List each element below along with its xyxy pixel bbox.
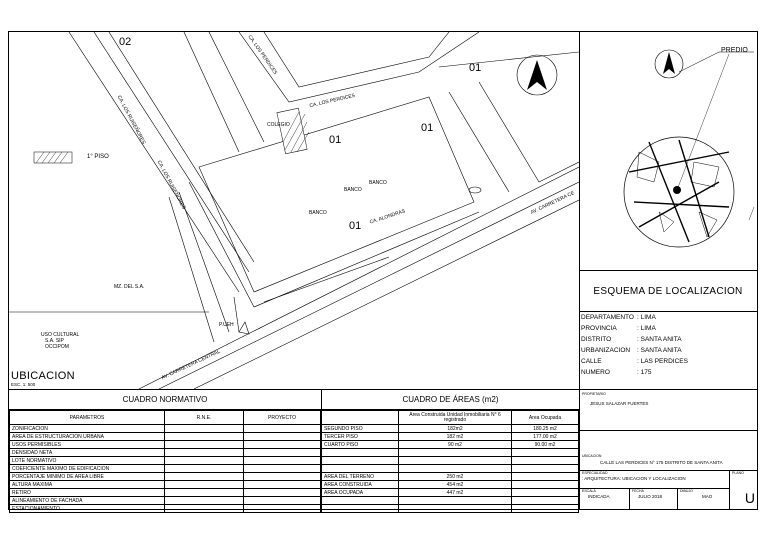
table-row: [10, 441, 321, 449]
table-cell: [512, 449, 579, 457]
sheet-number: U: [744, 490, 755, 506]
lot-number: 02: [119, 36, 132, 48]
table-header: R.N.E.: [165, 411, 244, 425]
cuadro-normativo-body: [10, 425, 321, 513]
table-row: [10, 505, 321, 513]
table-cell: LOTE NORMATIVO: [10, 457, 165, 465]
drawn-by-cell: [677, 488, 730, 510]
table-cell: [244, 433, 321, 441]
location-row: DISTRITO : SANTA ANITA: [581, 336, 682, 343]
table-row: [10, 489, 321, 497]
location-row: CALLE : LAS PERDICES: [581, 358, 688, 365]
table-cell: USOS PERMISIBLES: [10, 441, 165, 449]
location-row: PROVINCIA : LIMA: [581, 325, 656, 332]
table-cell: ALTURA MAXIMA: [10, 481, 165, 489]
table-cell: [165, 465, 244, 473]
table-row: [322, 465, 579, 473]
table-cell: COEFICIENTE MAXIMO DE EDIFICACION: [10, 465, 165, 473]
address-value: CALLE LAS PERDICES N° 175 DISTRITO DE SANTA ANITA: [600, 460, 723, 465]
sheet-number-cell: [729, 470, 758, 510]
table-row: [322, 441, 579, 449]
pueh-label: P.UEH: [219, 322, 234, 328]
table-row: [322, 425, 579, 433]
table-cell: 177.00 m2: [512, 433, 579, 441]
table-cell: [322, 497, 399, 505]
table-cell: [165, 441, 244, 449]
table-cell: [244, 489, 321, 497]
table-cell: CUARTO PISO: [322, 441, 399, 449]
table-cell: ZONIFICACION: [10, 425, 165, 433]
table-cell: [165, 489, 244, 497]
table-cell: 90.00 m2: [512, 441, 579, 449]
lot-number: 01: [349, 220, 362, 232]
table-cell: [399, 449, 512, 457]
street-label-ruisenores-1: CA. LOS RUISEÑORES: [115, 94, 147, 146]
table-cell: [512, 497, 579, 505]
table-header: PARAMETROS: [10, 411, 165, 425]
uso-cultural-label: S.A. SIP: [45, 338, 64, 344]
owner-label: PROPIETARIO: [582, 392, 606, 396]
table-cell: [165, 481, 244, 489]
table-row: [322, 489, 579, 497]
table-cell: PORCENTAJE MINIMO DE AREA LIBRE: [10, 473, 165, 481]
street-label-perdices-1: CA. LOS PERDICES: [308, 92, 356, 110]
table-cell: [512, 465, 579, 473]
table-cell: ALINEAMIENTO DE FACHADA: [10, 497, 165, 505]
table-cell: 250 m2: [399, 473, 512, 481]
table-cell: 90 m2: [399, 441, 512, 449]
table-cell: [244, 425, 321, 433]
table-row: [10, 473, 321, 481]
drawn-by-value: MAO: [702, 494, 713, 499]
owner-cell: [579, 390, 758, 431]
table-cell: ESTACIONAMIENTO: [10, 505, 165, 513]
table-cell: SEGUNDO PISO: [322, 425, 399, 433]
esquema-title: ESQUEMA DE LOCALIZACION: [579, 270, 757, 312]
banco-label: BANCO: [369, 180, 387, 186]
location-info: [579, 312, 757, 378]
table-cell: [165, 497, 244, 505]
table-cell: [512, 481, 579, 489]
table-cell: 182m2: [399, 425, 512, 433]
table-row: [322, 457, 579, 465]
banco-label: BANCO: [344, 187, 362, 193]
table-cell: [165, 505, 244, 513]
table-row: [322, 433, 579, 441]
table-header: Area Construida Unidad Inmobiliaria N° 6 registrado: [399, 411, 512, 425]
drawing-sheet: [8, 31, 758, 510]
table-cell: [165, 457, 244, 465]
cuadro-normativo-table: [9, 410, 321, 513]
table-cell: [165, 449, 244, 457]
table-cell: [512, 489, 579, 497]
table-cell: [244, 457, 321, 465]
table-cell: 447 m2: [399, 489, 512, 497]
date-value: JULIO 2018: [638, 494, 663, 499]
table-cell: [322, 465, 399, 473]
table-row: [10, 449, 321, 457]
owner-value: JESUS SALAZAR FUERTES: [590, 401, 649, 406]
date-cell: [629, 488, 678, 510]
table-row: [322, 481, 579, 489]
table-cell: [399, 465, 512, 473]
table-cell: [512, 473, 579, 481]
table-cell: [165, 425, 244, 433]
table-cell: [322, 457, 399, 465]
table-row: [10, 497, 321, 505]
table-cell: [165, 433, 244, 441]
table-cell: [322, 505, 399, 513]
table-cell: [512, 457, 579, 465]
cuadro-areas: [321, 390, 579, 513]
uso-cultural-label: OCCIPOM: [45, 344, 69, 350]
table-cell: AREA CONSTRUIDA: [322, 481, 399, 489]
street-label-carretera-2: AV. CARRETERA CE: [529, 190, 576, 216]
table-cell: [244, 473, 321, 481]
table-row: [10, 481, 321, 489]
banco-label: BANCO: [309, 210, 327, 216]
cuadro-areas-body: [322, 425, 579, 513]
uso-cultural-label: USO CULTURAL: [41, 332, 80, 338]
table-row: [10, 425, 321, 433]
location-row: URBANIZACION : SANTA ANITA: [581, 347, 682, 354]
table-cell: TERCER PISO: [322, 433, 399, 441]
date-label: FECHA: [632, 489, 644, 493]
predio-label: PREDIO: [721, 47, 748, 54]
table-cell: [399, 497, 512, 505]
specialty-cell: [579, 470, 730, 489]
table-cell: AREA OCUPADA: [322, 489, 399, 497]
table-row: [10, 433, 321, 441]
scale-value: INDICADA: [588, 494, 610, 499]
street-label-carretera-1: AV. CARRETERA CENTRAL: [160, 348, 222, 382]
location-row: DEPARTAMENTO : LIMA: [581, 314, 656, 321]
cuadro-areas-title: CUADRO DE ÁREAS (m2): [321, 390, 579, 410]
table-cell: [399, 457, 512, 465]
cuadro-areas-table: [321, 410, 579, 513]
table-header: Area Ocupada: [512, 411, 579, 425]
lot-number: 01: [421, 122, 434, 134]
table-cell: AREA DEL TERRENO: [322, 473, 399, 481]
street-label-perdices-2: CA. LOS PERDICES: [246, 34, 279, 76]
table-cell: [399, 505, 512, 513]
address-label: UBICACION: [582, 454, 602, 458]
scale-cell: [579, 488, 630, 510]
tables-area: [9, 389, 757, 510]
table-row: [322, 505, 579, 513]
table-row: [10, 457, 321, 465]
table-cell: [512, 505, 579, 513]
colegio-label: COLEGIO: [267, 122, 290, 128]
location-map-drawing: [579, 32, 757, 270]
table-row: [322, 473, 579, 481]
lot-number: 01: [469, 62, 482, 74]
table-row: [10, 465, 321, 473]
table-header: PROYECTO: [244, 411, 321, 425]
drawn-by-label: DIBUJO: [680, 489, 693, 493]
table-cell: [244, 465, 321, 473]
table-cell: [322, 449, 399, 457]
table-row: [322, 497, 579, 505]
table-cell: AREA DE ESTRUCTURACION URBANA: [10, 433, 165, 441]
plan-title: UBICACION: [11, 370, 75, 382]
title-block: [579, 390, 757, 510]
mz-label: MZ. DEL S.A.: [114, 284, 145, 290]
street-label-alondras: CA. ALONDRAS: [368, 208, 406, 226]
specialty-value: : ARQUITECTURA: UBICACION Y LOCALIZACION: [582, 476, 686, 481]
table-cell: [244, 497, 321, 505]
table-row: [322, 449, 579, 457]
table-cell: 180.25 m2: [512, 425, 579, 433]
table-cell: 182 m2: [399, 433, 512, 441]
site-plan-drawing: [9, 32, 579, 389]
address-cell: [579, 430, 758, 471]
table-cell: DENSIDAD NETA: [10, 449, 165, 457]
street-label-ruisenores-2: CA. LOS RUISEÑORES: [155, 159, 187, 211]
scale-label: ESCALA: [582, 489, 596, 493]
table-cell: [244, 449, 321, 457]
specialty-label: ESPECIALIDAD: [582, 471, 608, 475]
location-panel: [579, 32, 757, 389]
site-plan: [9, 32, 580, 389]
table-cell: RETIRO: [10, 489, 165, 497]
location-row: NUMERO : 175: [581, 369, 652, 376]
cuadro-normativo-title: CUADRO NORMATIVO: [9, 390, 321, 410]
plan-scale: ESC. 1: 500: [11, 382, 36, 387]
table-cell: [165, 473, 244, 481]
legend-1piso: 1° PISO: [87, 154, 109, 160]
sheet-number-label: PLANO: [732, 471, 744, 475]
table-cell: 454 m2: [399, 481, 512, 489]
table-cell: [244, 505, 321, 513]
cuadro-normativo: [9, 390, 321, 513]
table-header: [322, 411, 399, 425]
table-cell: [244, 441, 321, 449]
table-cell: [244, 481, 321, 489]
lot-number: 01: [329, 134, 342, 146]
